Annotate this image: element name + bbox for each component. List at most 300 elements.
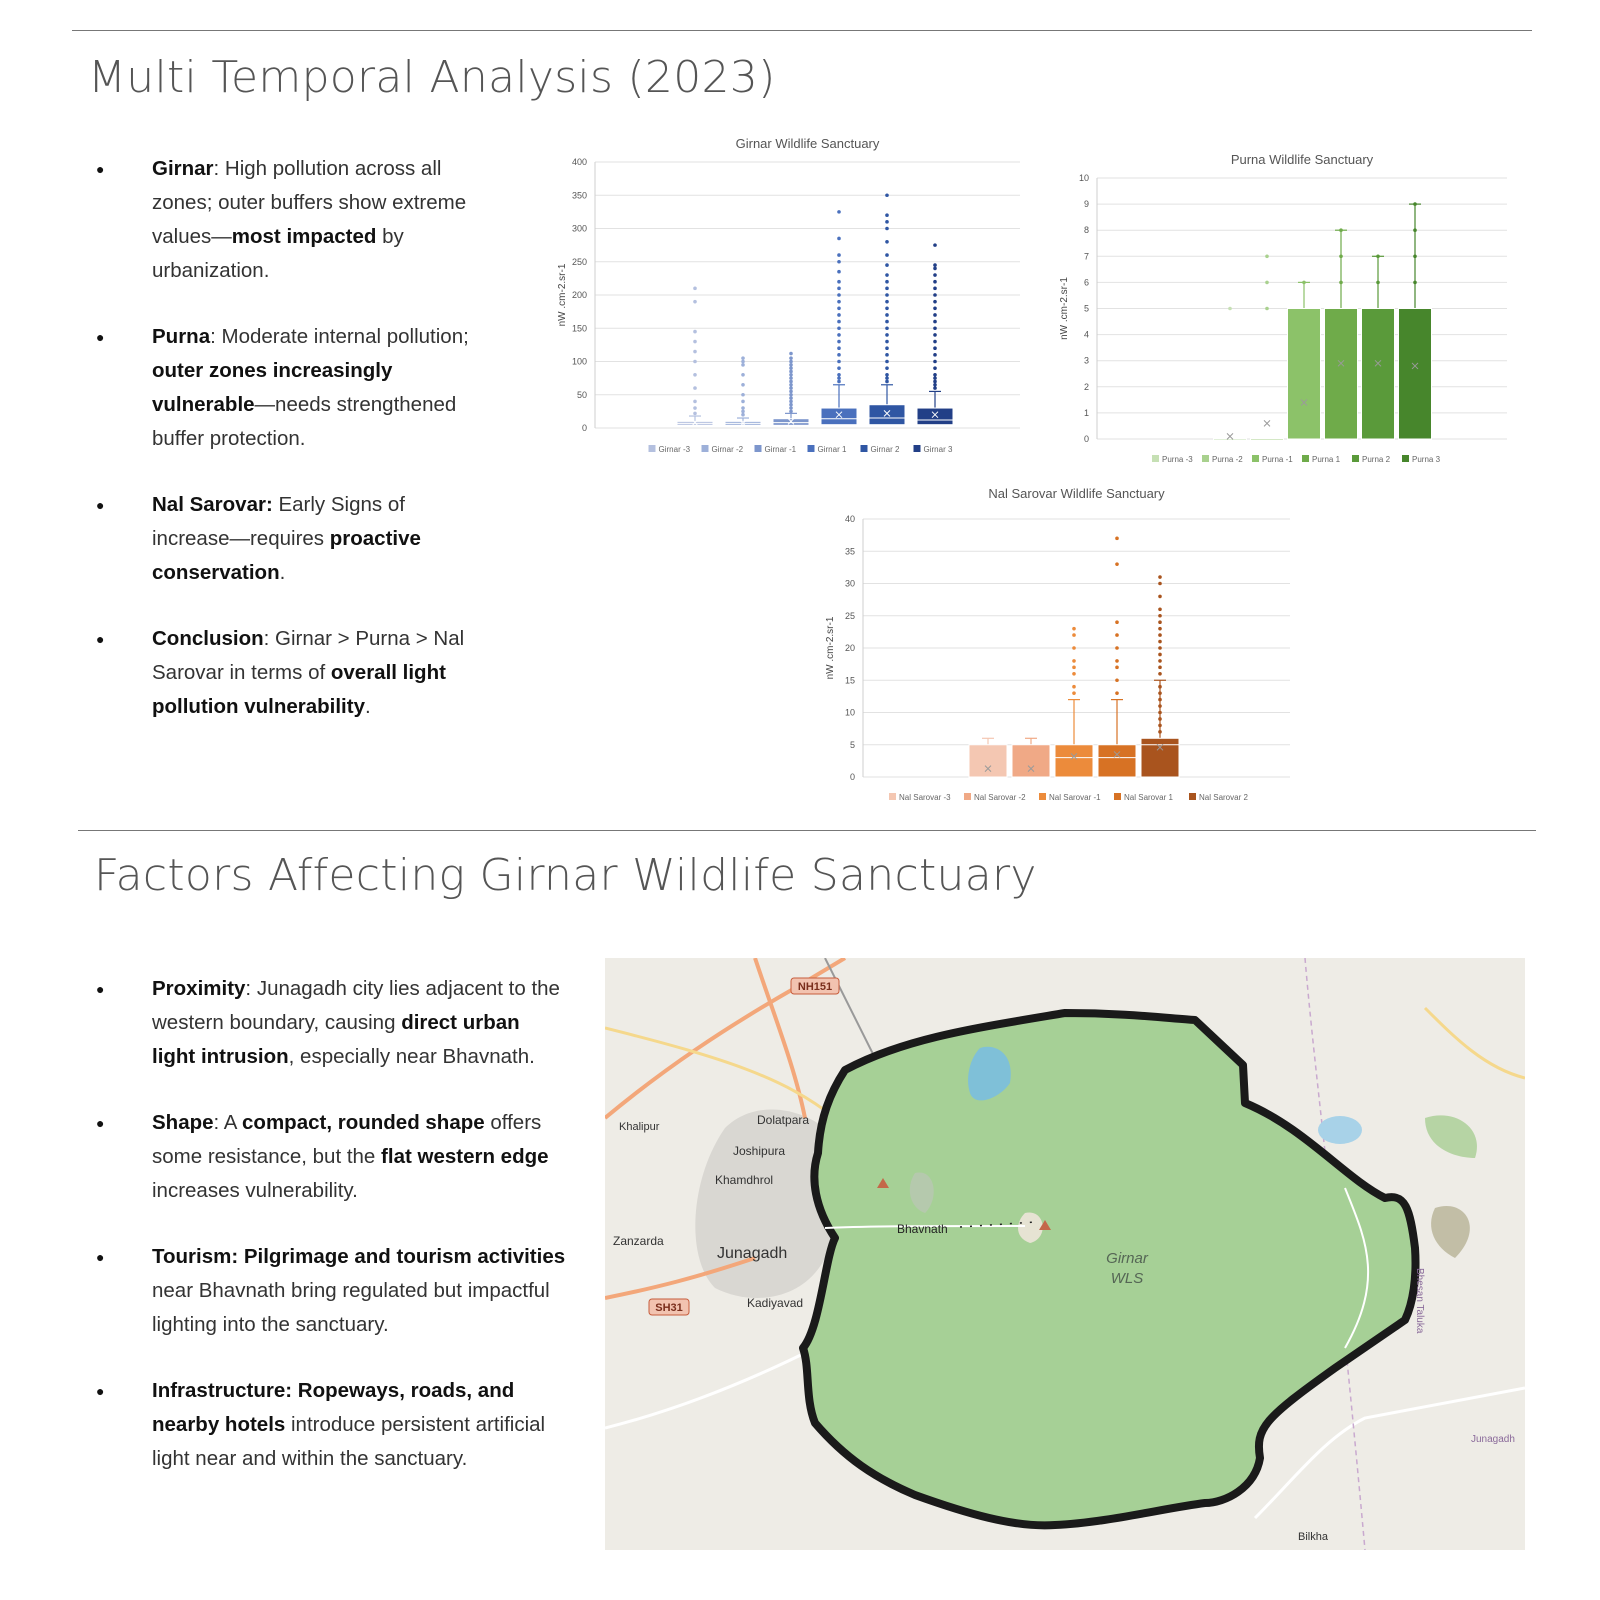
outlier-point <box>1115 562 1119 566</box>
chart-legend <box>889 793 1248 802</box>
outlier-point <box>1158 627 1162 631</box>
outlier-point <box>1072 659 1076 663</box>
legend-label: Girnar -2 <box>711 445 744 454</box>
legend-swatch <box>1302 455 1309 462</box>
place-label: Khamdhrol <box>715 1173 774 1187</box>
outlier-point <box>1115 537 1119 541</box>
box-nal-sarovar--3 <box>969 738 1007 777</box>
mean-marker <box>1227 433 1233 439</box>
outlier-point <box>1072 633 1076 637</box>
sanctuary-label: WLS <box>1110 1270 1144 1287</box>
legend-label: Girnar -3 <box>658 445 691 454</box>
bullet-text: . <box>364 695 371 718</box>
outlier-point <box>837 320 841 324</box>
outlier-point <box>693 373 697 377</box>
outlier-point <box>933 340 937 344</box>
outlier-point <box>885 273 889 277</box>
box-body <box>1214 439 1247 441</box>
outlier-point <box>933 287 937 291</box>
legend-label: Nal Sarovar 2 <box>1199 793 1248 802</box>
outlier-point <box>1115 659 1119 663</box>
box-body <box>1399 309 1432 440</box>
place-label: Zanzarda <box>613 1234 664 1248</box>
outlier-point <box>837 210 841 214</box>
outlier-point <box>1158 691 1162 695</box>
legend-label: Purna 3 <box>1412 455 1441 464</box>
box-girnar-1 <box>821 210 857 425</box>
outlier-point <box>933 300 937 304</box>
outlier-point <box>1339 281 1343 285</box>
legend-swatch <box>914 445 921 452</box>
lake <box>1318 1116 1362 1144</box>
outlier-point <box>741 363 745 367</box>
box-nal-sarovar-1 <box>1098 537 1136 777</box>
outlier-point <box>741 383 745 387</box>
outlier-point <box>933 293 937 297</box>
outlier-point <box>1072 646 1076 650</box>
y-tick-label: 10 <box>1078 173 1089 183</box>
chart-svg <box>1052 146 1512 471</box>
legend-swatch <box>808 445 815 452</box>
box-nal-sarovar-2 <box>1141 575 1179 777</box>
outlier-point <box>885 280 889 284</box>
outlier-point <box>837 313 841 317</box>
temporal-bullet-purna <box>96 320 476 456</box>
y-tick-label: 3 <box>1083 355 1089 366</box>
legend-swatch <box>1402 455 1409 462</box>
outlier-point <box>885 373 889 377</box>
outlier-point <box>1158 640 1162 644</box>
outlier-point <box>1072 627 1076 631</box>
place-label: Joshipura <box>733 1144 786 1158</box>
outlier-point <box>837 237 841 241</box>
outlier-point <box>933 313 937 317</box>
outlier-point <box>1158 730 1162 734</box>
outlier-point <box>1158 698 1162 702</box>
outlier-point <box>837 260 841 264</box>
y-axis-label: nW .cm-2.sr-1 <box>1059 277 1070 340</box>
factors-bullet-proximity <box>96 972 566 1074</box>
temporal-bullet-list <box>96 152 476 756</box>
outlier-point <box>1072 672 1076 676</box>
box-purna-1 <box>1325 228 1358 439</box>
outlier-point <box>885 320 889 324</box>
girnar-map <box>605 958 1525 1550</box>
legend-swatch <box>964 793 971 800</box>
outlier-point <box>1158 646 1162 650</box>
outlier-point <box>837 373 841 377</box>
outlier-point <box>885 376 889 380</box>
legend-swatch <box>1039 793 1046 800</box>
box-purna--3 <box>1214 307 1247 441</box>
y-tick-label: 5 <box>1083 303 1089 314</box>
y-tick-label: 150 <box>571 323 587 334</box>
box-body <box>869 405 905 425</box>
outlier-point <box>885 220 889 224</box>
outlier-point <box>1158 685 1162 689</box>
y-tick-label: 400 <box>571 157 587 167</box>
outlier-point <box>789 360 793 364</box>
outlier-point <box>933 263 937 267</box>
y-tick-label: 30 <box>844 578 855 589</box>
girnar-box-chart <box>555 130 1025 470</box>
bullet-text: —needs strengthened buffer protection. <box>152 393 457 450</box>
outlier-point <box>837 270 841 274</box>
y-tick-label: 9 <box>1083 199 1089 210</box>
outlier-point <box>789 383 793 387</box>
legend-swatch <box>1352 455 1359 462</box>
outlier-point <box>933 380 937 384</box>
y-tick-label: 2 <box>1083 381 1089 392</box>
box-girnar-3 <box>917 243 953 424</box>
outlier-point <box>837 280 841 284</box>
outlier-point <box>933 386 937 390</box>
chart-title: Girnar Wildlife Sanctuary <box>735 136 880 151</box>
box-nal-sarovar--1 <box>1055 627 1093 777</box>
outlier-point <box>1158 633 1162 637</box>
outlier-point <box>885 346 889 350</box>
factors-bullet-infrastructure <box>96 1374 566 1476</box>
outlier-point <box>741 413 745 417</box>
legend-label: Girnar -1 <box>764 445 797 454</box>
outlier-point <box>933 360 937 364</box>
y-tick-label: 4 <box>1083 329 1089 340</box>
middle-divider <box>78 830 1536 831</box>
y-tick-label: 6 <box>1083 277 1089 288</box>
y-tick-label: 250 <box>571 256 587 267</box>
legend-label: Purna 1 <box>1312 455 1341 464</box>
legend-label: Girnar 1 <box>817 445 847 454</box>
legend-label: Purna -2 <box>1212 455 1243 464</box>
bullet-text: Early Signs of increase—requires <box>152 493 405 550</box>
outlier-point <box>1376 281 1380 285</box>
outlier-point <box>837 253 841 257</box>
bullet-text: introduce persistent artificial light near and within the sanctuary. <box>152 1413 546 1470</box>
box-body <box>1251 439 1284 441</box>
outlier-point <box>741 373 745 377</box>
box-purna--1 <box>1288 281 1321 439</box>
outlier-point <box>741 393 745 397</box>
outlier-point <box>885 287 889 291</box>
taluka-label: Junagadh <box>1471 1434 1515 1445</box>
legend-swatch <box>755 445 762 452</box>
chart-title: Purna Wildlife Sanctuary <box>1230 152 1374 167</box>
outlier-point <box>933 376 937 380</box>
y-tick-label: 300 <box>571 223 587 234</box>
outlier-point <box>837 300 841 304</box>
outlier-point <box>1265 307 1269 311</box>
outlier-point <box>933 383 937 387</box>
outlier-point <box>1158 620 1162 624</box>
place-label: Bhavnath <box>897 1222 948 1236</box>
outlier-point <box>1115 691 1119 695</box>
bullet-emphasis: proactive conservation <box>152 527 421 584</box>
box-body <box>969 745 1007 777</box>
y-tick-label: 15 <box>844 675 855 686</box>
y-tick-label: 50 <box>576 389 587 400</box>
y-tick-label: 20 <box>844 643 855 653</box>
legend-swatch <box>1152 455 1159 462</box>
legend-label: Nal Sarovar -3 <box>899 793 951 802</box>
outlier-point <box>933 320 937 324</box>
bullet-text: : High pollution across all zones; outer buffers show extreme values— <box>152 157 467 248</box>
bullet-emphasis: most impacted <box>231 225 377 248</box>
outlier-point <box>693 360 697 364</box>
outlier-point <box>741 360 745 364</box>
outlier-point <box>837 333 841 337</box>
outlier-point <box>1413 255 1417 259</box>
outlier-point <box>837 307 841 311</box>
outlier-point <box>693 400 697 404</box>
legend-label: Girnar 2 <box>870 445 900 454</box>
outlier-point <box>693 386 697 390</box>
outlier-point <box>789 380 793 384</box>
legend-label: Purna -3 <box>1162 455 1193 464</box>
outlier-point <box>933 243 937 247</box>
y-axis-label: nW .cm-2.sr-1 <box>825 616 836 680</box>
outlier-point <box>1158 575 1162 579</box>
place-label: Bilkha <box>1298 1531 1328 1543</box>
legend-label: Girnar 3 <box>923 445 953 454</box>
legend-swatch <box>1252 455 1259 462</box>
legend-swatch <box>1202 455 1209 462</box>
outlier-point <box>1115 666 1119 670</box>
outlier-point <box>933 280 937 284</box>
city-label: Junagadh <box>717 1245 788 1262</box>
outlier-point <box>789 406 793 410</box>
outlier-point <box>885 333 889 337</box>
outlier-point <box>885 313 889 317</box>
y-tick-label: 1 <box>1083 407 1089 418</box>
bullet-emphasis: Girnar <box>152 157 214 180</box>
nalsarovar-box-chart <box>825 480 1295 815</box>
box-body <box>1325 309 1358 440</box>
outlier-point <box>789 376 793 380</box>
outlier-point <box>1376 255 1380 259</box>
outlier-point <box>885 307 889 311</box>
y-tick-label: 0 <box>581 423 587 433</box>
temporal-bullet-nal-sarovar <box>96 488 476 590</box>
outlier-point <box>1072 685 1076 689</box>
outlier-point <box>885 380 889 384</box>
legend-swatch <box>1114 793 1121 800</box>
bullet-emphasis: overall light pollution vulnerability <box>152 661 446 718</box>
y-tick-label: 35 <box>844 546 855 557</box>
bullet-emphasis: direct urban light intrusion <box>152 1011 520 1068</box>
outlier-point <box>1158 608 1162 612</box>
box-girnar--2 <box>725 356 761 426</box>
box-body <box>1012 745 1050 777</box>
outlier-point <box>837 380 841 384</box>
place-label: Kadiyavad <box>747 1296 804 1310</box>
y-tick-label: 40 <box>844 514 855 524</box>
outlier-point <box>885 340 889 344</box>
outlier-point <box>1413 202 1417 206</box>
outlier-point <box>885 360 889 364</box>
chart-legend <box>649 445 953 454</box>
bullet-text: : Girnar > Purna > Nal Sarovar in terms of <box>152 627 465 684</box>
outlier-point <box>1158 653 1162 657</box>
outlier-point <box>1339 228 1343 232</box>
legend-label: Nal Sarovar 1 <box>1124 793 1173 802</box>
outlier-point <box>885 240 889 244</box>
y-tick-label: 0 <box>1083 434 1089 444</box>
bullet-text: : A <box>213 1111 243 1134</box>
bullet-emphasis: Nal Sarovar: <box>152 493 273 516</box>
box-nal-sarovar--2 <box>1012 738 1050 777</box>
y-tick-label: 200 <box>571 290 587 300</box>
outlier-point <box>789 370 793 374</box>
outlier-point <box>1302 281 1306 285</box>
outlier-point <box>933 333 937 337</box>
outlier-point <box>1158 614 1162 618</box>
outlier-point <box>693 330 697 334</box>
outlier-point <box>837 340 841 344</box>
outlier-point <box>1158 666 1162 670</box>
outlier-point <box>1265 281 1269 285</box>
outlier-point <box>693 350 697 354</box>
bullet-text: . <box>279 561 286 584</box>
chart-legend <box>1152 455 1441 464</box>
bullet-emphasis: Conclusion <box>152 627 264 650</box>
outlier-point <box>1072 691 1076 695</box>
outlier-point <box>933 373 937 377</box>
bullet-text: increases vulnerability. <box>152 1179 358 1202</box>
sanctuary-label: Girnar <box>1106 1250 1148 1267</box>
outlier-point <box>789 410 793 414</box>
outlier-point <box>693 406 697 410</box>
outlier-point <box>1265 255 1269 259</box>
purna-box-chart <box>1052 146 1512 471</box>
box-body <box>1055 745 1093 777</box>
outlier-point <box>837 346 841 350</box>
chart-title: Nal Sarovar Wildlife Sanctuary <box>988 486 1165 501</box>
bullet-text: near Bhavnath bring regulated but impactful lighting into the sanctuary. <box>152 1279 550 1336</box>
outlier-point <box>933 353 937 357</box>
outlier-point <box>885 193 889 197</box>
chart-svg <box>555 130 1025 470</box>
y-axis-label: nW .cm-2.sr-1 <box>557 263 568 327</box>
section-title-temporal: Multi Temporal Analysis (2023) <box>88 52 776 103</box>
outlier-point <box>1413 228 1417 232</box>
outlier-point <box>837 287 841 291</box>
box-purna-3 <box>1399 202 1432 439</box>
legend-label: Purna -1 <box>1262 455 1293 464</box>
box-body <box>1098 745 1136 777</box>
y-tick-label: 100 <box>571 356 587 367</box>
bullet-text: : Moderate internal pollution; <box>210 325 469 348</box>
outlier-point <box>1413 281 1417 285</box>
outlier-point <box>789 400 793 404</box>
taluka-label: Bhesan Taluka <box>1414 1268 1425 1334</box>
outlier-point <box>1158 672 1162 676</box>
y-tick-label: 350 <box>571 190 587 201</box>
outlier-point <box>933 273 937 277</box>
sh-label: SH31 <box>655 1302 683 1314</box>
outlier-point <box>885 293 889 297</box>
y-tick-label: 5 <box>849 739 855 750</box>
outlier-point <box>885 353 889 357</box>
bullet-emphasis: outer zones increasingly vulnerable <box>152 359 393 416</box>
y-tick-label: 10 <box>844 707 855 718</box>
outlier-point <box>693 287 697 291</box>
y-tick-label: 0 <box>849 772 855 782</box>
outlier-point <box>789 396 793 400</box>
y-tick-label: 8 <box>1083 225 1089 236</box>
factors-bullet-shape <box>96 1106 566 1208</box>
factors-bullet-list <box>96 972 566 1508</box>
outlier-point <box>885 326 889 330</box>
bullet-emphasis: Shape <box>152 1111 214 1134</box>
outlier-point <box>789 356 793 360</box>
chart-svg <box>825 480 1295 815</box>
box-body <box>821 408 857 425</box>
outlier-point <box>933 307 937 311</box>
outlier-point <box>885 227 889 231</box>
outlier-point <box>933 326 937 330</box>
outlier-point <box>789 363 793 367</box>
y-tick-label: 7 <box>1083 251 1089 262</box>
legend-label: Nal Sarovar -1 <box>1049 793 1101 802</box>
bullet-text: : Junagadh city lies adjacent to the western boundary, causing <box>152 977 560 1034</box>
outlier-point <box>789 366 793 370</box>
map-svg <box>605 958 1525 1550</box>
outlier-point <box>933 267 937 271</box>
outlier-point <box>1115 646 1119 650</box>
section-title-factors: Factors Affecting Girnar Wildlife Sanctuary <box>94 850 1037 901</box>
outlier-point <box>885 253 889 257</box>
box-body <box>1141 738 1179 777</box>
outlier-point <box>693 412 697 416</box>
legend-label: Purna 2 <box>1362 455 1391 464</box>
outlier-point <box>1339 255 1343 259</box>
factors-bullet-tourism <box>96 1240 566 1342</box>
outlier-point <box>933 366 937 370</box>
outlier-point <box>1072 666 1076 670</box>
outlier-point <box>1158 595 1162 599</box>
bullet-text: offers some resistance, but the <box>152 1111 542 1168</box>
bullet-emphasis: Purna <box>152 325 211 348</box>
outlier-point <box>1158 582 1162 586</box>
outlier-point <box>741 406 745 410</box>
outlier-point <box>1158 704 1162 708</box>
place-label: Dolatpara <box>757 1113 810 1127</box>
bullet-text: , especially near Bhavnath. <box>288 1045 535 1068</box>
outlier-point <box>1228 307 1232 311</box>
box-girnar--1 <box>773 352 809 426</box>
outlier-point <box>1158 711 1162 715</box>
bullet-emphasis: compact, rounded shape <box>242 1111 485 1134</box>
outlier-point <box>789 403 793 407</box>
outlier-point <box>693 340 697 344</box>
outlier-point <box>837 353 841 357</box>
legend-swatch <box>1189 793 1196 800</box>
outlier-point <box>741 410 745 414</box>
outlier-point <box>837 366 841 370</box>
outlier-point <box>1115 678 1119 682</box>
outlier-point <box>837 326 841 330</box>
bullet-emphasis: flat western edge <box>381 1145 549 1168</box>
legend-label: Nal Sarovar -2 <box>974 793 1026 802</box>
bullet-emphasis: Infrastructure: Ropeways, roads, and nearby hotels <box>152 1379 515 1436</box>
nh-label: NH151 <box>797 981 833 993</box>
outlier-point <box>789 393 793 397</box>
bullet-emphasis: Tourism: Pilgrimage and tourism activities <box>152 1245 566 1268</box>
outlier-point <box>789 386 793 390</box>
place-label: Khalipur <box>619 1121 660 1133</box>
bullet-emphasis: Proximity <box>152 977 246 1000</box>
legend-swatch <box>861 445 868 452</box>
